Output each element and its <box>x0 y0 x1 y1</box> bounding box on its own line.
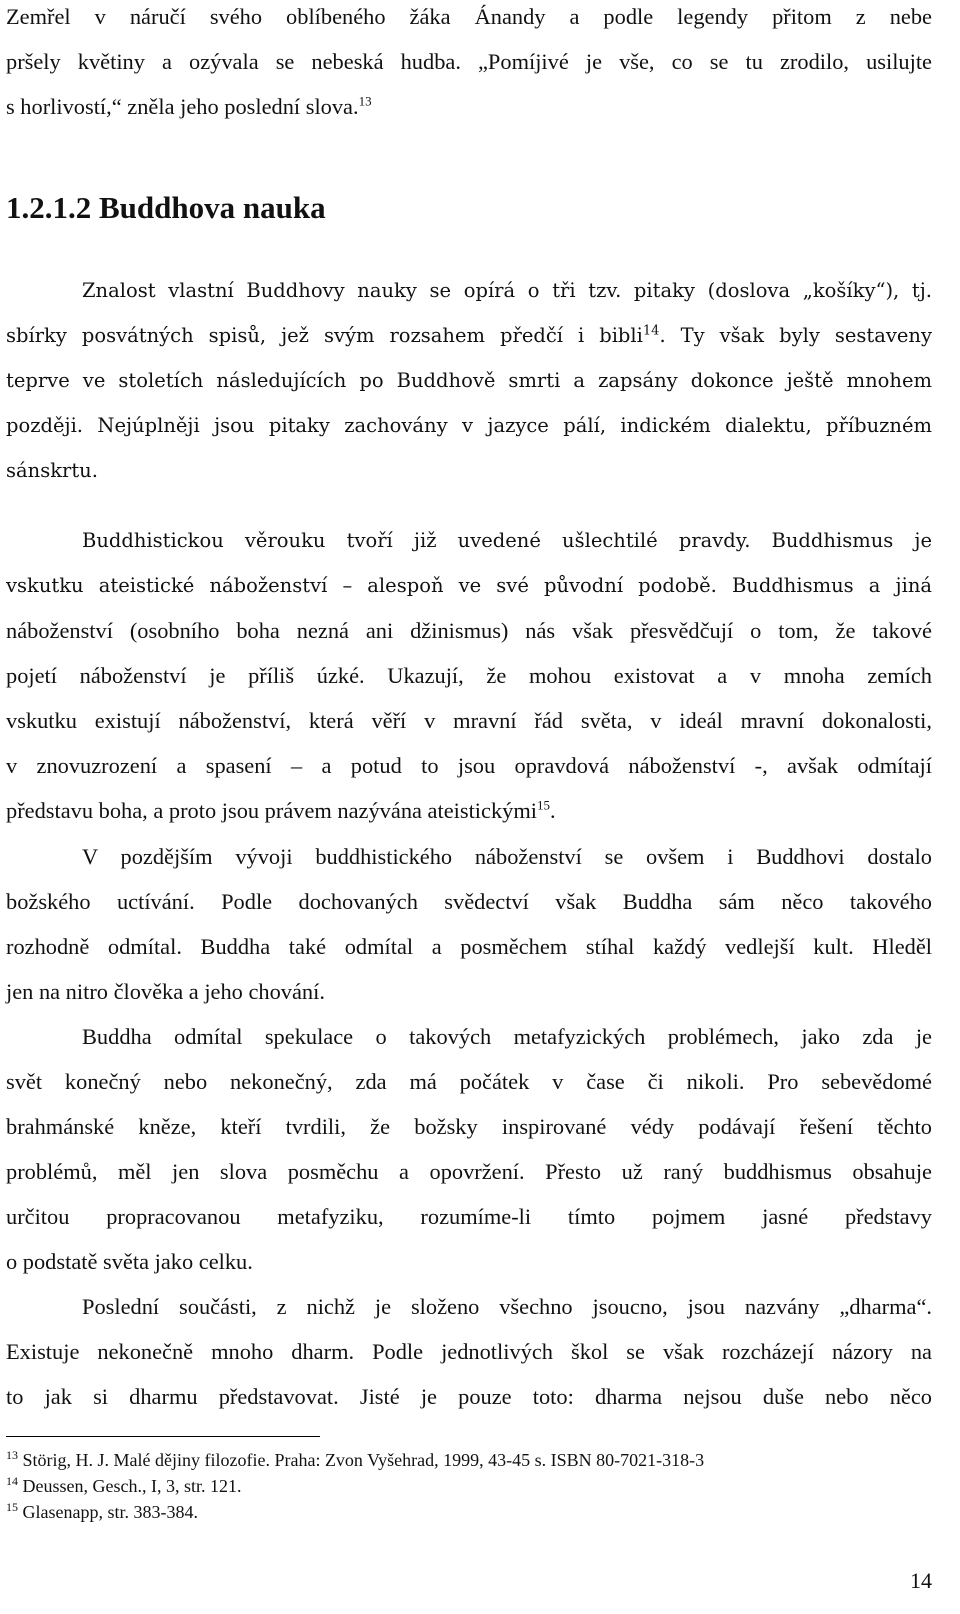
footnote-text: Glasenapp, str. 383-384. <box>22 1502 198 1522</box>
text-line: náboženství (osobního boha nezná ani džinismus) nás však přesvědčují o tom, že takové <box>6 618 932 643</box>
text-line <box>6 84 932 129</box>
text-line: Buddhistickou věrouku tvoří již uvedené ušlechtilé pravdy. Buddhismus je <box>82 529 932 552</box>
footnote-number: 13 <box>6 1448 18 1462</box>
footnote <box>6 1473 241 1499</box>
text-line: o podstatě světa jako celku. <box>6 1249 253 1274</box>
footnote-text: Deussen, Gesch., I, 3, str. 121. <box>22 1476 242 1496</box>
text-run: s horlivostí,“ zněla jeho poslední slova. <box>6 94 359 119</box>
text-line: teprve ve stoletích následujících po Buddhově smrti a zapsány dokonce ještě mnohem <box>6 369 932 392</box>
footnote <box>6 1499 198 1525</box>
text-run: sbírky posvátných spisů, jež svým rozsahem předčí i bibli <box>6 324 643 347</box>
paragraph-4 <box>6 1014 932 1284</box>
paragraph-3 <box>6 834 932 1014</box>
text-line: problémů, měl jen slova posměchu a opovržení. Přesto už raný buddhismus obsahuje <box>6 1159 932 1184</box>
text-line: v znovuzrození a spasení – a potud to jsou opravdová náboženství -, avšak odmítají <box>6 753 932 778</box>
text-line: určitou propracovanou metafyziku, rozumíme-li tímto pojmem jasné představy <box>6 1204 932 1229</box>
text-run: . <box>550 798 556 823</box>
paragraph-1 <box>6 268 932 493</box>
text-line: to jak si dharmu představovat. Jisté je pouze toto: dharma nejsou duše nebo něco <box>6 1384 932 1409</box>
text-run: . Ty však byly sestaveny <box>659 324 932 347</box>
text-line: Znalost vlastní Buddhovy nauky se opírá o tři tzv. pitaky (doslova „košíky“), tj. <box>82 279 932 302</box>
text-line: Buddha odmítal spekulace o takových metafyzických problémech, jako zda je <box>82 1024 932 1049</box>
text-line: jen na nitro člověka a jeho chování. <box>6 979 325 1004</box>
footnote-number: 14 <box>6 1474 18 1488</box>
footnote-separator <box>6 1436 320 1437</box>
footnote-ref: 14 <box>642 323 660 339</box>
text-line <box>6 563 932 608</box>
text-run: představu boha, a proto jsou právem nazývána ateistickými <box>6 798 537 823</box>
text-line: V pozdějším vývoji buddhistického náboženství se ovšem i Buddhovi dostalo <box>82 844 932 869</box>
text-line <box>6 788 932 833</box>
section-heading: 1.2.1.2 Buddhova nauka <box>6 190 326 225</box>
text-line: později. Nejúplněji jsou pitaky zachovány v jazyce pálí, indickém dialektu, příbuzném <box>6 414 932 437</box>
intro-paragraph <box>6 0 932 129</box>
text-line: vskutku existují náboženství, která věří v mravní řád světa, v ideál mravní dokonalosti, <box>6 708 932 733</box>
paragraph-5 <box>6 1284 932 1419</box>
text-line <box>6 313 932 358</box>
footnote-ref: 15 <box>537 797 550 813</box>
page-number: 14 <box>910 1568 932 1593</box>
paragraph-2 <box>6 518 932 833</box>
text-line: pojetí náboženství je příliš úzké. Ukazují, že mohou existovat a v mnoha zemích <box>6 663 932 688</box>
text-line: pršely květiny a ozývala se nebeská hudba. „Pomíjivé je vše, co se tu zrodilo, usilujte <box>6 49 932 74</box>
footnote-ref: 13 <box>358 93 372 109</box>
text-line: Existuje nekonečně mnoho dharm. Podle jednotlivých škol se však rozcházejí názory na <box>6 1339 932 1364</box>
text-line: Poslední součásti, z nichž je složeno všechno jsoucno, jsou nazvány „dharma“. <box>82 1294 932 1319</box>
text-line: božského uctívání. Podle dochovaných svědectví však Buddha sám něco takového <box>6 889 932 914</box>
footnote <box>6 1447 704 1473</box>
text-line: svět konečný nebo nekonečný, zda má počátek v čase či nikoli. Pro sebevědomé <box>6 1069 932 1094</box>
text-line: rozhodně odmítal. Buddha také odmítal a posměchem stíhal každý vedlejší kult. Hleděl <box>6 934 932 959</box>
text-line: sánskrtu. <box>6 459 98 482</box>
text-line: brahmánské kněze, kteří tvrdili, že božsky inspirované védy podávají řešení těchto <box>6 1114 932 1139</box>
footnote-text: Störig, H. J. Malé dějiny filozofie. Praha: Zvon Vyšehrad, 1999, 43-45 s. ISBN 80-7021-318-3 <box>22 1450 705 1470</box>
text-run: vskutku ateistické náboženství – alespoň ve své původní podobě. Buddhismus a jiná <box>6 574 932 597</box>
text-line: Zemřel v náručí svého oblíbeného žáka Ánandy a podle legendy přitom z nebe <box>6 4 932 29</box>
footnote-number: 15 <box>6 1500 18 1514</box>
